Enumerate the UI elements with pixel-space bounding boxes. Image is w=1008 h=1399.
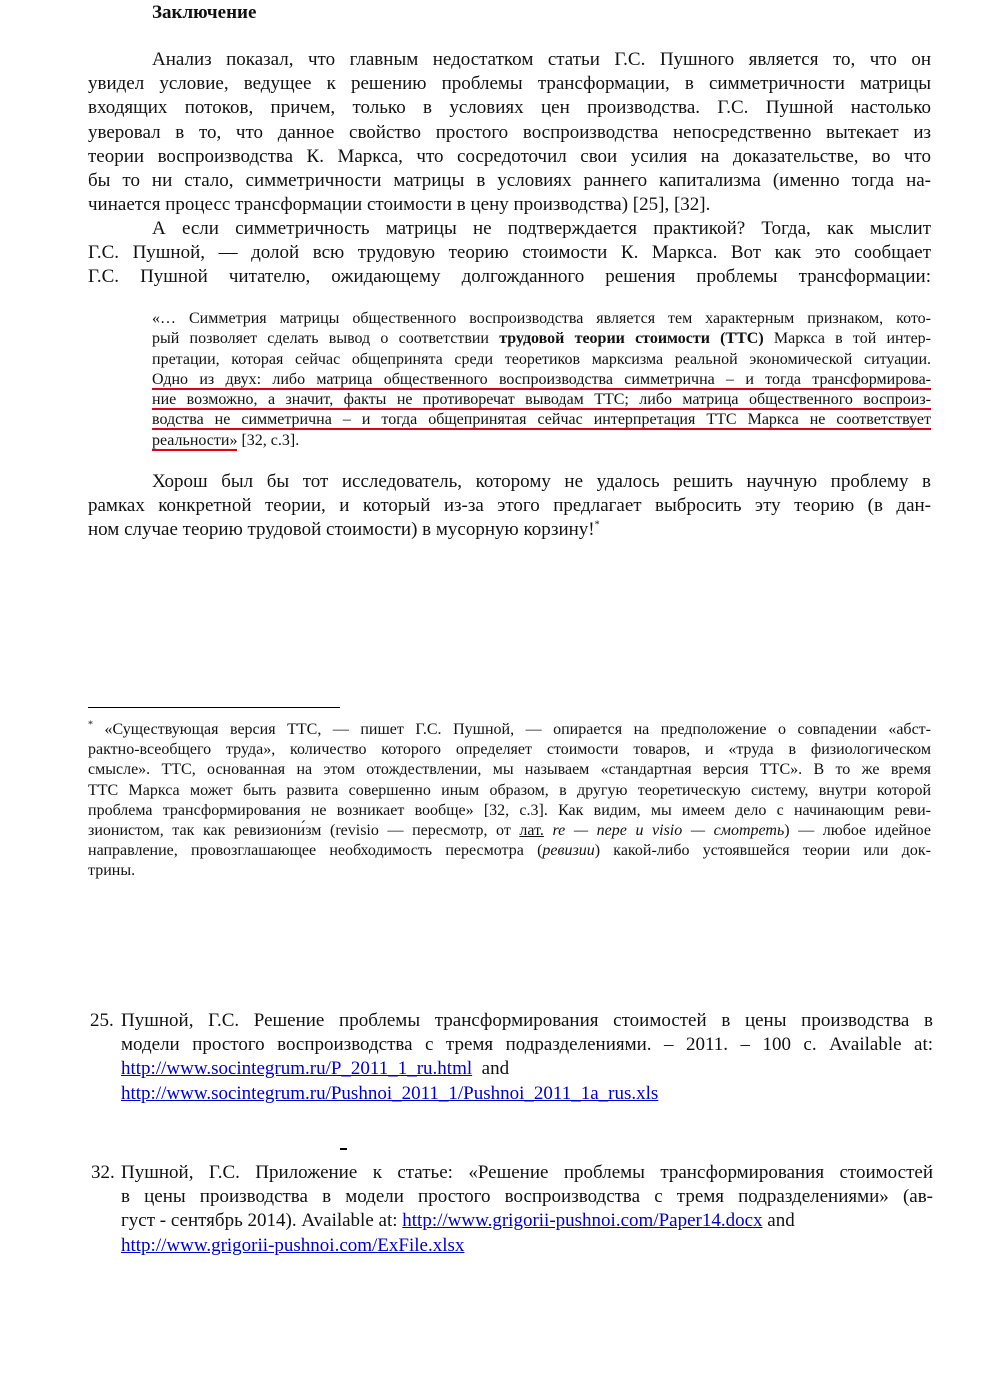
quote-line-underlined: водства не симметрична – и тогда общепринятая сейчас интерпретация ТТС Маркса не соответствует xyxy=(152,411,931,429)
footnote-line: проблема трансформирования не возникает вообще» [32, с.3]. Как видим, мы имеем дело с начинающим реви- xyxy=(88,801,931,819)
reference-25 xyxy=(88,1009,933,1106)
reference-line: в цены производства в модели простого воспроизводства с тремя подразделениями» (ав- xyxy=(121,1186,933,1208)
text-line: А если симметричность матрицы не подтверждается практикой? Тогда, как мыслит xyxy=(152,218,931,239)
block-quote xyxy=(152,309,931,451)
footnote-line: рактно-всеобщего труда», количество которого определяет стоимости товаров, и «труда в физиологическом xyxy=(88,741,931,759)
reference-line xyxy=(88,1234,933,1258)
quote-bold-term: трудовой теории стоимости (ТТС) xyxy=(499,330,764,348)
reference-link[interactable]: http://www.socintegrum.ru/Pushnoi_2011_1/Pushnoi_2011_1a_rus.xls xyxy=(121,1082,659,1104)
reference-number: 25. xyxy=(90,1010,114,1031)
footnote-line: ТТС Маркса может быть развита совершенно иным образом, в другую теоретическую систему, внутри которой xyxy=(88,781,931,799)
quote-line-underlined: ние возможно, а значит, факты не противоречат выводам ТТС; либо матрица общественного воспроиз- xyxy=(152,391,931,409)
quote-line: «… Симметрия матрицы общественного воспроизводства является тем характерным признаком, кото- xyxy=(152,310,931,327)
text-line: ном случае теорию трудовой стоимости) в мусорную корзину!* xyxy=(88,519,600,541)
footnote-line: зионистом, так как ревизиони́зм (revisio — пересмотр, от лат. re — пере и visio — смотреть) — любое идейное xyxy=(88,821,931,839)
text-line: Г.С. Пушной читателю, ожидающему долгожданного решения проблемы трансформации: xyxy=(88,266,931,288)
footnote-line: смысле». ТТС, основанная на этом отождествлении, мы называем «стандартная версия ТТС». В то же время xyxy=(88,761,931,779)
reference-line: густ - сентябрь 2014). Available at: http://www.grigorii-pushnoi.com/Paper14.docx and xyxy=(121,1210,795,1232)
paragraph-1 xyxy=(88,48,931,217)
paragraph-2 xyxy=(88,217,931,290)
reference-number: 32. xyxy=(91,1162,115,1183)
reference-line: http://www.socintegrum.ru/P_2011_1_ru.html and xyxy=(121,1058,510,1080)
reference-line xyxy=(88,1082,933,1106)
paragraph-3 xyxy=(88,470,931,543)
text-line: увидел условие, ведущее к решению проблемы трансформации, в симметричности матрицы xyxy=(88,73,931,95)
text-line: Анализ показал, что главным недостатком статьи Г.С. Пушного является то, что он xyxy=(152,49,931,70)
reference-32 xyxy=(88,1161,933,1258)
text-line: бы то ни стало, симметричности матрицы в условиях раннего капитализма (именно тогда на- xyxy=(88,169,931,191)
reference-link[interactable]: http://www.grigorii-pushnoi.com/ExFile.xlsx xyxy=(121,1234,465,1256)
text-line: чинается процесс трансформации стоимости в цену производства) [25], [32]. xyxy=(88,194,711,216)
latin-link[interactable]: лат. xyxy=(519,821,544,839)
footnote-line: * «Существующая версия ТТС, — пишет Г.С. Пушной, — опирается на предположение о совпадении «абст- xyxy=(88,719,931,738)
quote-line: реальности» [32, с.3]. xyxy=(152,431,300,449)
text-line: уверовал в то, что данное свойство простого воспроизводства непосредственно вытекает из xyxy=(88,121,931,143)
text-line: Г.С. Пушной, — долой всю трудовую теорию стоимости К. Маркса. Вот как это сообщает xyxy=(88,242,931,264)
footnote-line: направление, провозглашающее необходимость пересмотра (ревизии) какой-либо устоявшейся теории или док- xyxy=(88,842,931,860)
quote-line: претации, которая сейчас общепринята среди теоретиков марксизма реальной экономической ситуации. xyxy=(152,350,931,368)
section-heading: Заключение xyxy=(152,2,257,23)
reference-link[interactable]: http://www.grigorii-pushnoi.com/Paper14.docx xyxy=(402,1210,763,1232)
footnote xyxy=(88,720,931,882)
text-line: Хорош был бы тот исследователь, которому не удалось решить научную проблему в xyxy=(152,471,931,492)
text-line: теории воспроизводства К. Маркса, что сосредоточил свои усилия на доказательстве, во что xyxy=(88,145,931,167)
reference-line: модели простого воспроизводства с тремя подразделениями. – 2011. – 100 с. Available at: xyxy=(121,1034,933,1056)
reference-link[interactable]: http://www.socintegrum.ru/P_2011_1_ru.html xyxy=(121,1058,473,1080)
reference-line: 32. Пушной, Г.С. Приложение к статье: «Решение проблемы трансформирования стоимостей xyxy=(88,1161,933,1185)
footnote-ref[interactable]: * xyxy=(594,520,600,532)
quote-line-underlined: Одно из двух: либо матрица общественного воспроизводства симметрична – и тогда трансформирова- xyxy=(152,370,931,388)
reference-line: 25. Пушной, Г.С. Решение проблемы трансформирования стоимостей в цены производства в xyxy=(88,1009,933,1033)
text-line: рамках конкретной теории, и который из-за этого предлагает выбросить эту теорию (в дан- xyxy=(88,495,931,517)
stray-mark xyxy=(340,1148,347,1150)
footnote-mark: * xyxy=(88,719,93,731)
text-line: входящих потоков, причем, только в условиях цен производства. Г.С. Пушной настолько xyxy=(88,97,931,119)
footnote-line: трины. xyxy=(88,862,136,880)
footnote-separator xyxy=(88,707,340,708)
quote-line: рый позволяет сделать вывод о соответствии трудовой теории стоимости (ТТС) Маркса в той интер- xyxy=(152,330,932,348)
